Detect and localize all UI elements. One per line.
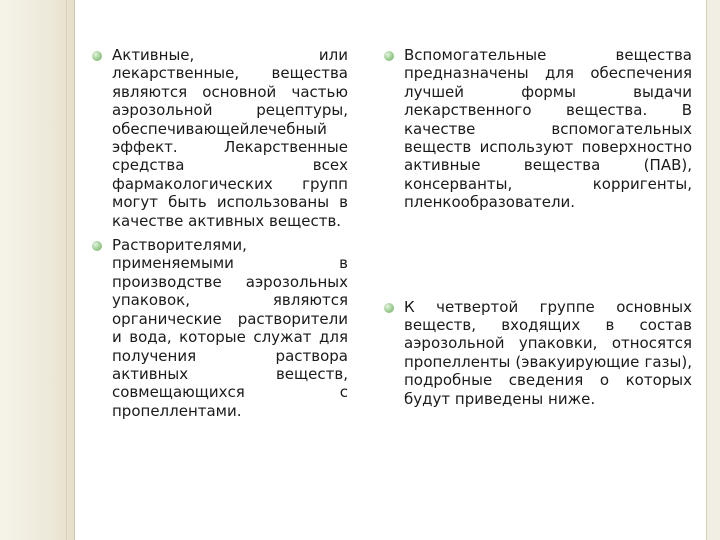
bullet-solvents bbox=[112, 236, 348, 420]
right-text-column bbox=[404, 46, 692, 408]
bullet-dot-icon bbox=[384, 51, 394, 61]
left-text-column bbox=[112, 46, 348, 420]
bullet-auxiliary-substances bbox=[404, 46, 692, 212]
bullet-text: Растворителями, применяемыми в производстве аэрозольных упаковок, являются органические растворители и вода, которые служат для получения раствора активных веществ, совмещающихся с пропеллентами. bbox=[112, 236, 348, 420]
bullet-dot-icon bbox=[384, 303, 394, 313]
bullet-text: Вспомогательные вещества предназначены для обеспечения лучшей формы выдачи лекарственного вещества. В качестве вспомогательных веществ используют поверхностно активные вещества (ПАВ), консерванты, корригенты, пленкообразователи. bbox=[404, 46, 692, 212]
frame-divider bbox=[66, 0, 67, 540]
bullet-dot-icon bbox=[92, 241, 102, 251]
bullet-active-substances bbox=[112, 46, 348, 230]
right-decorative-frame bbox=[706, 0, 720, 540]
bullet-dot-icon bbox=[92, 51, 102, 61]
bullet-text: К четвертой группе основных веществ, входящих в состав аэрозольной упаковки, относятся пропелленты (эвакуирующие газы), подробные сведения о которых будут приведены ниже. bbox=[404, 297, 692, 408]
bullet-propellants bbox=[404, 298, 692, 408]
bullet-text: Активные, или лекарственные, вещества являются основной частью аэрозольной рецептуры, обеспечивающейлечебный эффект. Лекарственные средства всех фармакологических групп могут быть использованы в качестве активных веществ. bbox=[112, 46, 348, 230]
left-decorative-frame bbox=[0, 0, 75, 540]
